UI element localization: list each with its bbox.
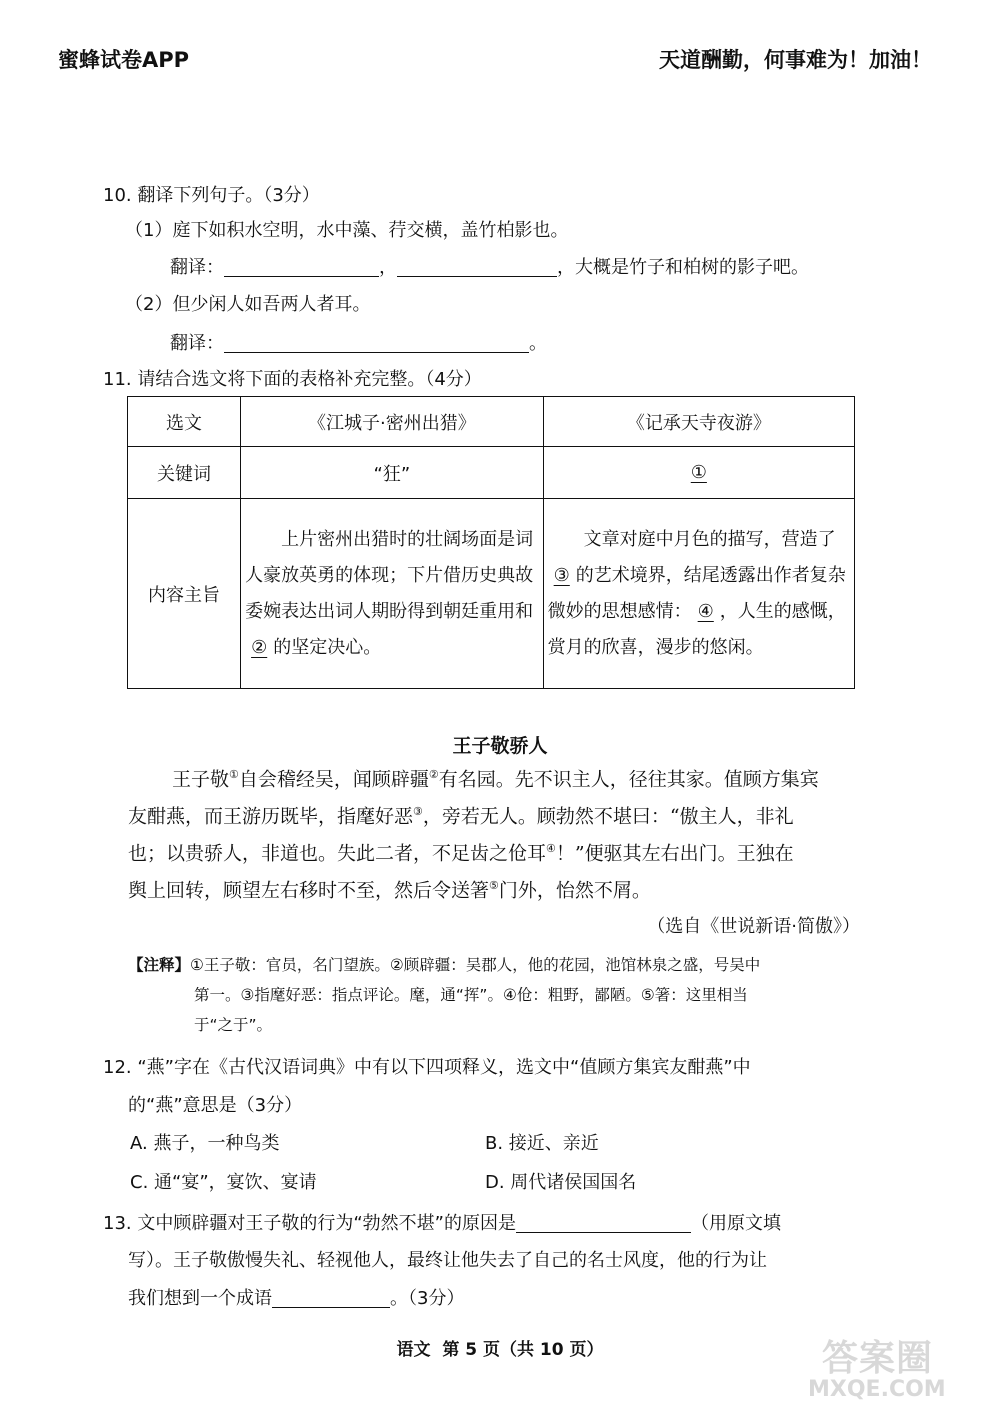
passage-title: 王子敬骄人 — [452, 735, 548, 757]
q10-translation-1: 翻译： ， ，大概是竹子和柏树的影子吧。 — [170, 257, 809, 278]
q12-stem-line-2: 的“燕”意思是（3分） — [128, 1095, 303, 1116]
q10-stem: 10. 翻译下列句子。（3分） — [103, 185, 320, 206]
q11-stem: 11. 请结合选文将下面的表格补充完整。（4分） — [103, 369, 482, 390]
blank-3[interactable]: ③ — [553, 564, 570, 586]
notes-line-3: 于“之于”。 — [194, 1016, 273, 1034]
passage-line-3: 也；以贵骄人，非道也。失此二者，不足齿之伧耳④！”便驱其左右出门。王独在 — [128, 842, 794, 865]
q12-option-a[interactable]: A. 燕子，一种鸟类 — [130, 1133, 280, 1154]
q13-line-2: 写）。王子敬傲慢失礼、轻视他人，最终让他失去了自己的名士风度，他的行为让 — [128, 1250, 767, 1271]
passage-line-4: 舆上回转，顾望左右移时不至，然后令送箸⑤门外，怡然不屑。 — [128, 879, 651, 902]
watermark-logo: 答案圈 — [822, 1338, 934, 1379]
blank-2[interactable] — [224, 334, 529, 353]
blank-2-table[interactable]: ② — [251, 636, 268, 658]
passage-line-2: 友酣燕，而王游历既毕，指麾好恶③，旁若无人。顾勃然不堪曰：“傲主人，非礼 — [128, 805, 794, 828]
table-keyword-essay — [543, 447, 854, 499]
table-theme-poem: 上片密州出猎时的壮阔场面是词人豪放英勇的体现；下片借历史典故委婉表达出词人期盼得到朝廷重用和② 的坚定决心。 — [241, 499, 544, 689]
notes-line-1: 【注释】①王子敬：官员，名门望族。②顾辟疆：吴郡人，他的花园，池馆林泉之盛，号吴中 — [128, 956, 761, 974]
page-footer: 语文 第 5 页（共 10 页） — [396, 1340, 604, 1360]
watermark-url: MXQE.COM — [808, 1377, 946, 1402]
notes-line-2: 第一。③指麾好恶：指点评论。麾，通“挥”。④伧：粗野，鄙陋。⑤箸：这里相当 — [194, 986, 748, 1004]
blank-4[interactable]: ④ — [697, 600, 714, 622]
passage-line-1: 王子敬①自会稽经吴，闻顾辟疆②有名园。先不识主人，径往其家。值顾方集宾 — [172, 768, 819, 791]
table-theme-essay: 文章对庭中月色的描写，营造了③ 的艺术境界，结尾透露出作者复杂微妙的思想感情： ④ ，人生的感慨，赏月的欣喜，漫步的悠闲。 — [543, 499, 854, 689]
q11-table — [127, 396, 855, 689]
q13-blank-idiom[interactable] — [272, 1289, 390, 1308]
blank-1[interactable]: ① — [690, 462, 707, 483]
table-label-theme: 内容主旨 — [128, 499, 241, 689]
table-keyword-poem: “狂” — [241, 447, 544, 499]
q12-stem-line-1: 12. “燕”字在《古代汉语词典》中有以下四项释义，选文中“值顾方集宾友酣燕”中 — [103, 1057, 751, 1078]
passage-source: （选自《世说新语·简傲》） — [647, 916, 860, 937]
q12-option-d[interactable]: D. 周代诸侯国国名 — [485, 1172, 637, 1193]
app-name: 蜜蜂试卷APP — [58, 48, 190, 72]
slogan: 天道酬勤，何事难为！加油！ — [659, 48, 932, 72]
table-header-essay: 《记承天寺夜游》 — [543, 397, 854, 447]
q12-option-b[interactable]: B. 接近、亲近 — [485, 1133, 599, 1154]
q13-line-1: 13. 文中顾辟疆对王子敬的行为“勃然不堪”的原因是 （用原文填 — [103, 1213, 781, 1234]
q10-sentence-2: （2）但少闲人如吾两人者耳。 — [125, 294, 371, 315]
table-header-poem: 《江城子·密州出猎》 — [241, 397, 544, 447]
blank-1b[interactable] — [397, 258, 557, 277]
table-header-selection: 选文 — [128, 397, 241, 447]
q12-option-c[interactable]: C. 通“宴”，宴饮、宴请 — [130, 1172, 317, 1193]
q10-translation-2: 翻译： 。 — [170, 333, 547, 354]
q13-line-3: 我们想到一个成语 。（3分） — [128, 1288, 465, 1309]
q13-blank-reason[interactable] — [516, 1214, 691, 1233]
q10-sentence-1: （1）庭下如积水空明，水中藻、荇交横，盖竹柏影也。 — [125, 220, 569, 241]
table-label-keyword: 关键词 — [128, 447, 241, 499]
blank-1a[interactable] — [224, 258, 379, 277]
